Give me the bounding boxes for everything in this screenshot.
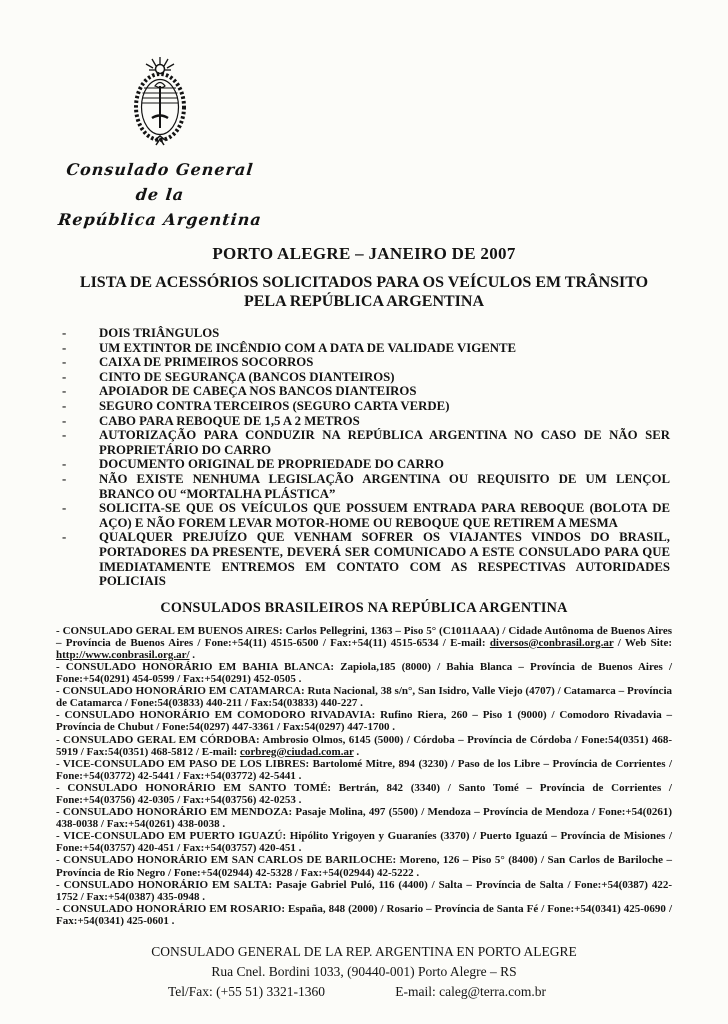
consulate-entry [56, 709, 672, 733]
org-name-line1: Consulado General [65, 160, 255, 179]
consulate-entry-text: / Web Site: [613, 636, 672, 649]
list-dash-marker: - [62, 355, 67, 370]
requirement-text: CINTO DE SEGURANÇA (BANCOS DIANTEIROS) [99, 369, 395, 384]
list-dash-marker: - [62, 457, 67, 472]
list-dash-marker: - [62, 326, 67, 340]
requirement-text: SEGURO CONTRA TERCEIROS (SEGURO CARTA VERDE) [99, 398, 450, 413]
consulate-entry-text: - CONSULADO HONORÁRIO EM CATAMARCA: Ruta Nacional, 38 s/n°, San Isidro, Valle Viejo (4707) / Catamarca – Província de Catamarca / Fone:54(03833) 440-211 / Fax:54(03833) 440-227 . [56, 685, 672, 710]
consulate-entry [56, 782, 672, 806]
link-text: diversos@conbrasil.org.ar [489, 636, 614, 649]
consulate-entry-text: - CONSULADO HONORÁRIO EM ROSARIO: España, 848 (2000) / Rosario – Província de Santa Fé / Fone:+54(0341) 425-0690 / Fax:+54(0341) 425-0601 . [56, 902, 672, 927]
consulate-entry-text: . [189, 648, 196, 661]
consulate-entry [56, 625, 672, 661]
requirements-list [62, 326, 670, 589]
requirement-item [62, 472, 670, 501]
list-dash-marker: - [62, 384, 67, 399]
list-dash-marker: - [62, 530, 67, 545]
letterhead [46, 56, 274, 232]
link-text: corbreg@ciudad.com.ar [239, 745, 354, 758]
consulate-entry [56, 806, 672, 830]
requirement-text: DOCUMENTO ORIGINAL DE PROPRIEDADE DO CARRO [99, 457, 444, 472]
argentina-coat-of-arms-icon [122, 56, 198, 153]
requirement-item [62, 326, 670, 341]
footer-contact-line [0, 982, 728, 1002]
footer-email: E-mail: caleg@terra.com.br [395, 984, 546, 1000]
consulate-entry [56, 758, 672, 782]
consulate-entry-text: - CONSULADO HONORÁRIO EM SALTA: Pasaje Gabriel Puló, 116 (4400) / Salta – Província de Salta / Fone:+54(0387) 422-1752 / Fax:+54(0387) 435-0948 . [56, 878, 672, 903]
consulate-entry [56, 854, 672, 878]
requirement-item [62, 428, 670, 457]
requirement-text: APOIADOR DE CABEÇA NOS BANCOS DIANTEIROS [99, 384, 417, 399]
requirement-text: UM EXTINTOR DE INCÊNDIO COM A DATA DE VALIDADE VIGENTE [99, 340, 517, 355]
consulate-entry [56, 685, 672, 709]
consulate-entry-text: - VICE-CONSULADO EM PASO DE LOS LIBRES: Bartolomé Mitre, 894 (3230) / Paso de los Libre – Província de Corrientes / Fone:+54(03772) 42-5441 / Fax:+54(03772) 42-5441 . [56, 757, 672, 782]
requirement-text: SOLICITA-SE QUE OS VEÍCULOS QUE POSSUEM ENTRADA PARA REBOQUE (BOLOTA DE AÇO) E NÃO FOREM LEVAR MOTOR-HOME OU REBOQUE QUE RETIREM A MESMA [99, 501, 670, 530]
consulate-entry-text: - CONSULADO GERAL EM BUENOS AIRES: Carlos Pellegrini, 1363 – Piso 5° (C1011AAA) / Cidade Autônoma de Buenos Aires – Província de Buenos Aires / Fone:+54(11) 4515-6500 / Fax:+54(11) 4515-6534 / E-mail: [56, 624, 672, 649]
requirement-item [62, 457, 670, 472]
consulate-entry-text: - CONSULADO HONORÁRIO EM COMODORO RIVADAVIA: Rufino Riera, 260 – Piso 1 (9000) / Comodoro Rivadavia – Província de Chubut / Fone:54(0297) 447-3361 / Fax:54(0297) 447-1700 . [56, 709, 672, 734]
list-dash-marker: - [62, 398, 67, 413]
requirement-text: DOIS TRIÂNGULOS [99, 326, 220, 340]
consulate-entry [56, 830, 672, 854]
requirement-text: CAIXA DE PRIMEIROS SOCORROS [99, 355, 314, 370]
consulate-entry [56, 903, 672, 927]
requirement-item [62, 355, 670, 370]
consulate-entry-text: - VICE-CONSULADO EM PUERTO IGUAZÚ: Hipólito Yrigoyen y Guaraníes (3370) / Puerto Iguazú – Província de Misiones / Fone:+54(03757) 420-451 / Fax:+54(03757) 420-451 . [56, 830, 672, 855]
footer-org-name: CONSULADO GENERAL DE LA REP. ARGENTINA EN PORTO ALEGRE [151, 944, 577, 960]
requirement-item [62, 370, 670, 385]
consulate-entry-text: - CONSULADO HONORÁRIO EM SAN CARLOS DE BARILOCHE: Moreno, 126 – Piso 5° (8400) / San Carlos de Bariloche – Província de Rio Negro / Fone:+54(02944) 42-5328 / Fax:+54(02944) 42-5222 . [56, 854, 672, 879]
org-name-line2: de la [134, 185, 186, 204]
list-dash-marker: - [62, 471, 67, 486]
footer-address: Rua Cnel. Bordini 1033, (90440-001) Porto Alegre – RS [211, 964, 517, 980]
consulate-entry-text: - CONSULADO HONORÁRIO EM BAHIA BLANCA: Zapiola,185 (8000) / Bahia Blanca – Província de Buenos Aires / Fone:+54(0291) 454-0599 / Fax:+54(0291) 452-0505 . [56, 660, 672, 686]
consulates-list [56, 625, 672, 927]
consulate-entry-text: - CONSULADO HONORÁRIO EM MENDOZA: Pasaje Molina, 497 (5500) / Mendoza – Província de Mendoza / Fone:+54(0261) 438-0038 / Fax:+54(0261) 438-0038 . [56, 806, 672, 831]
consulate-entry [56, 734, 672, 758]
requirement-item [62, 384, 670, 399]
list-dash-marker: - [62, 428, 67, 443]
requirement-item [62, 414, 670, 429]
footer [0, 942, 728, 1002]
footer-telfax: Tel/Fax: (+55 51) 3321-1360 [168, 984, 326, 1000]
requirement-text: CABO PARA REBOQUE DE 1,5 A 2 METROS [99, 413, 360, 428]
consulates-section-heading: CONSULADOS BRASILEIROS NA REPÚBLICA ARGENTINA [160, 599, 568, 616]
list-dash-marker: - [62, 369, 67, 384]
document-title: PORTO ALEGRE – JANEIRO DE 2007 [212, 244, 516, 263]
link-text: http://www.conbrasil.org.ar/ [56, 648, 190, 661]
requirement-text: AUTORIZAÇÃO PARA CONDUZIR NA REPÚBLICA ARGENTINA NO CASO DE NÃO SER PROPRIETÁRIO DO CARRO [99, 428, 670, 457]
requirement-text: QUALQUER PREJUÍZO QUE VENHAM SOFRER OS VIAJANTES VINDOS DO BRASIL, PORTADORES DA PRESENTE, DEVERÁ SER COMUNICADO A ESTE CONSULADO PARA QUE IMEDIATAMENTE ENTREMOS EM CONTATO COM AS RESPECTIVAS AUTORIDADES POLICIAIS [99, 530, 670, 589]
requirement-item [62, 399, 670, 414]
list-dash-marker: - [62, 501, 67, 516]
requirement-item [62, 501, 670, 530]
document-subtitle: LISTA DE ACESSÓRIOS SOLICITADOS PARA OS VEÍCULOS EM TRÂNSITO PELA REPÚBLICA ARGENTINA [79, 274, 649, 310]
list-dash-marker: - [62, 413, 67, 428]
letterhead-text [46, 157, 274, 232]
requirement-text: NÃO EXISTE NENHUMA LEGISLAÇÃO ARGENTINA OU REQUISITO DE UM LENÇOL BRANCO OU “MORTALHA PLÁSTICA” [99, 471, 670, 501]
org-name-line3: República Argentina [57, 210, 263, 229]
consulate-entry-text: - CONSULADO HONORÁRIO EM SANTO TOMÉ: Bertrán, 842 (3340) / Santo Tomé – Província de Corrientes / Fone:+54(03756) 42-0305 / Fax:+54(03756) 42-0253 . [56, 781, 672, 806]
consulate-entry [56, 661, 672, 685]
requirement-item [62, 530, 670, 588]
requirement-item [62, 341, 670, 356]
consulate-entry-text: - CONSULADO GERAL EM CÓRDOBA: Ambrosio Olmos, 6145 (5000) / Córdoba – Província de Córdoba / Fone:54(0351) 468-5919 / Fax:54(0351) 468-5812 / E-mail: [56, 733, 672, 758]
consulate-entry [56, 879, 672, 903]
consulate-entry-text: . [353, 745, 360, 758]
list-dash-marker: - [62, 340, 67, 355]
